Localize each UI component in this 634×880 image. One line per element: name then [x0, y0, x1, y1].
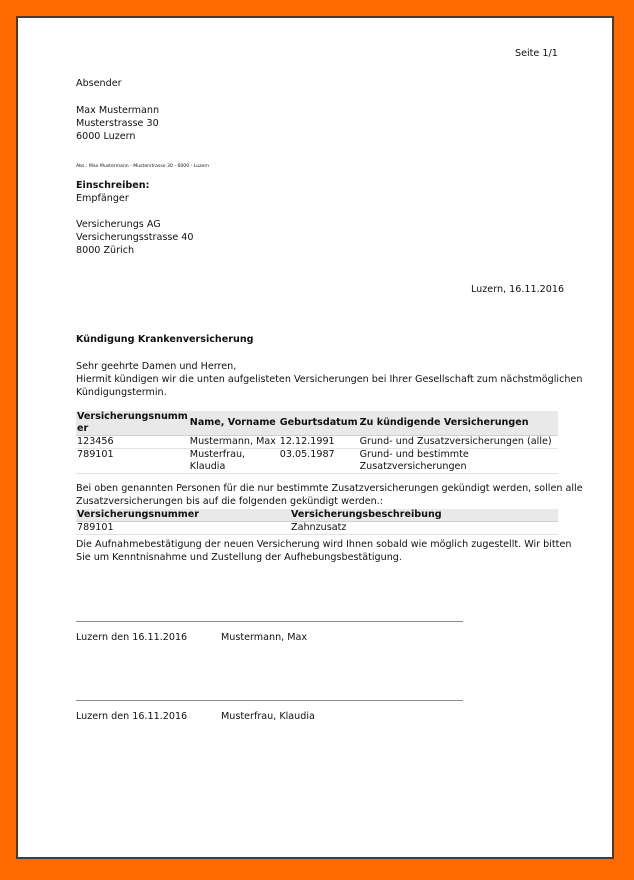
signature-place-date: Luzern den 16.11.2016	[76, 632, 188, 643]
table-cell: 789101	[76, 522, 290, 535]
sender-heading: Absender	[76, 78, 122, 89]
exception-table	[76, 509, 558, 535]
table-cell: Zahnzusatz	[290, 522, 558, 535]
table-header-row	[76, 411, 558, 436]
table-cell: Grund- und Zusatzversicherungen (alle)	[359, 436, 558, 449]
recipient-company: Versicherungs AG	[76, 219, 161, 230]
middle-line-1: Bei oben genannten Personen für die nur bestimmte Zusatzversicherungen gekündigt werden, sollen alle	[76, 483, 583, 494]
sender-name: Max Mustermann	[76, 105, 160, 116]
page-number: Seite 1/1	[515, 48, 558, 59]
salutation: Sehr geehrte Damen und Herren,	[76, 361, 237, 372]
table-cell: 03.05.1987	[279, 449, 359, 474]
column-header: Name, Vorname	[189, 411, 279, 436]
letter-subject: Kündigung Krankenversicherung	[76, 334, 254, 345]
table-cell: Grund- und bestimmte Zusatzversicherungen	[359, 449, 558, 474]
registered-mail-label: Einschreiben:	[76, 180, 150, 191]
signature-name: Musterfrau, Klaudia	[221, 711, 315, 722]
signature-line	[76, 621, 463, 622]
column-header: Versicherungsbeschreibung	[290, 509, 558, 522]
column-header: Zu kündigende Versicherungen	[359, 411, 558, 436]
table-header-row	[76, 509, 558, 522]
column-header: Versicherungsnummer	[76, 509, 290, 522]
closing-line-2: Sie um Kenntnisnahme und Zustellung der Aufhebungsbestätigung.	[76, 552, 402, 563]
table-cell: 123456	[76, 436, 189, 449]
table-row	[76, 522, 558, 535]
recipient-label: Empfänger	[76, 193, 129, 204]
intro-line-1: Hiermit kündigen wir die unten aufgelisteten Versicherungen bei Ihrer Gesellschaft zum nächstmöglichen	[76, 374, 583, 385]
sender-street: Musterstrasse 30	[76, 118, 159, 129]
recipient-city: 8000 Zürich	[76, 245, 135, 256]
table-cell: 12.12.1991	[279, 436, 359, 449]
signature-name: Mustermann, Max	[221, 632, 308, 643]
signature-place-date: Luzern den 16.11.2016	[76, 711, 188, 722]
recipient-street: Versicherungsstrasse 40	[76, 232, 194, 243]
letter-date: Luzern, 16.11.2016	[471, 284, 565, 295]
letter-page	[16, 16, 614, 859]
column-header: Versicherungsnumm er	[77, 411, 188, 434]
signature-line	[76, 700, 463, 701]
table-row	[76, 449, 558, 474]
closing-line-1: Die Aufnahmebestätigung der neuen Versicherung wird Ihnen sobald wie möglich zugestellt. Wir bitten	[76, 539, 572, 550]
table-cell: 789101	[76, 449, 189, 474]
cancellation-table	[76, 411, 558, 474]
table-cell: Mustermann, Max	[189, 436, 279, 449]
return-address-line: Abs.: Max Mustermann - Musterstrasse 30 - 6000 - Luzern	[76, 164, 210, 169]
sender-city: 6000 Luzern	[76, 131, 136, 142]
middle-line-2: Zusatzversicherungen bis auf die folgenden gekündigt werden.:	[76, 496, 383, 507]
table-row	[76, 436, 558, 449]
intro-line-2: Kündigungstermin.	[76, 387, 167, 398]
table-cell: Musterfrau, Klaudia	[189, 449, 279, 474]
column-header: Geburtsdatum	[279, 411, 359, 436]
